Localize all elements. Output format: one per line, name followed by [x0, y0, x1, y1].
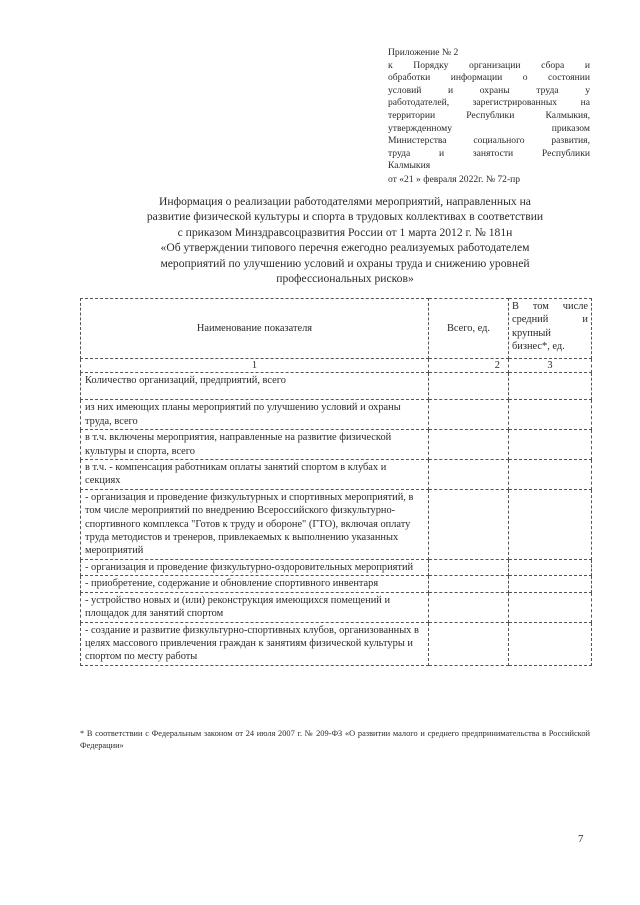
business-cell [509, 430, 592, 460]
indicator-label: - устройство новых и (или) реконструкция имеющихся помещений и площадок для занятий спортом [81, 592, 429, 622]
appendix-line: Министерства социального развития, [388, 135, 590, 147]
table-row [81, 622, 592, 665]
heading-line: Информация о реализации работодателями мероприятий, направленных на [159, 195, 531, 208]
indicator-label: из них имеющих планы мероприятий по улучшению условий и охраны труда, всего [81, 400, 429, 430]
total-cell [429, 430, 509, 460]
appendix-line: Калмыкия [388, 160, 431, 172]
table-row [81, 430, 592, 460]
table-row [81, 400, 592, 430]
indicator-label: в т.ч. включены мероприятия, направленные на развитие физической культуры и спорта, всего [81, 430, 429, 460]
business-cell [509, 489, 592, 559]
indicator-label: Количество организаций, предприятий, всего [81, 373, 429, 400]
page-number: 7 [578, 833, 584, 845]
total-cell [429, 400, 509, 430]
total-cell [429, 592, 509, 622]
total-cell [429, 559, 509, 575]
column-number: 1 [81, 359, 429, 373]
business-cell [509, 559, 592, 575]
appendix-line: к Порядку организации сбора и [388, 59, 590, 71]
business-cell [509, 460, 592, 490]
indicator-label: - приобретение, содержание и обновление спортивного инвентаря [81, 576, 429, 592]
indicator-label: - организация и проведение физкультурных и спортивных мероприятий, в том числе мероприятий по внедрению Всероссийского физкультурно-спортивного комплекса "Готов к труду и обороне" (ГТО), включая оплату труда методистов и тренеров, привлекаемых к выполнению указанных мероприятий [81, 489, 429, 559]
header-medium-large-business: В том числе средний и крупный бизнес*, ед. [509, 299, 592, 359]
appendix-reference [388, 47, 590, 187]
table-row [81, 576, 592, 592]
business-cell [509, 592, 592, 622]
indicators-table [80, 298, 592, 666]
total-cell [429, 460, 509, 490]
header-total: Всего, ед. [429, 299, 509, 359]
appendix-line: обработки информации о состоянии [388, 72, 590, 84]
header-indicator-name: Наименование показателя [81, 299, 429, 359]
indicator-label: - создание и развитие физкультурно-спортивных клубов, организованных в целях массового привлечения граждан к занятиям физической культуры и спортом по месту работы [81, 622, 429, 665]
appendix-order-date: от «21 » февраля 2022г. № 72-пр [388, 173, 521, 185]
indicator-label: - организация и проведение физкультурно-оздоровительных мероприятий [81, 559, 429, 575]
table-row [81, 592, 592, 622]
indicator-label: в т.ч. - компенсация работникам оплаты занятий спортом в клубах и секциях [81, 460, 429, 490]
table-row [81, 489, 592, 559]
total-cell [429, 373, 509, 400]
business-cell [509, 400, 592, 430]
appendix-line: утвержденному приказом [388, 122, 590, 134]
heading-line: мероприятий по улучшению условий и охраны труда и снижению уровней [160, 256, 530, 270]
appendix-line: труда и занятости Республики [388, 147, 590, 159]
heading-line: профессиональных рисков» [276, 272, 414, 286]
table-row [81, 373, 592, 400]
total-cell [429, 622, 509, 665]
document-heading [110, 194, 580, 286]
total-cell [429, 576, 509, 592]
appendix-line: работодателей, зарегистрированных на [388, 97, 590, 109]
appendix-title: Приложение № 2 [388, 47, 459, 58]
table-row [81, 559, 592, 575]
column-number: 2 [429, 359, 509, 373]
business-cell [509, 373, 592, 400]
business-cell [509, 576, 592, 592]
appendix-line: территории Республики Калмыкия, [388, 109, 590, 121]
footnote: * В соответствии с Федеральным законом от 24 июля 2007 г. № 209-ФЗ «О развитии малого и среднего предпринимательства в Российской Федерации» [80, 729, 590, 750]
column-number-row [81, 359, 592, 373]
heading-line: развитие физической культуры и спорта в трудовых коллективах в соответствии [146, 210, 544, 224]
business-cell [509, 622, 592, 665]
table-header-row [81, 299, 592, 359]
table-row [81, 460, 592, 490]
heading-line: «Об утверждении типового перечня ежегодно реализуемых работодателем [160, 241, 530, 255]
heading-line: с приказом Минздравсоцразвития России от 1 марта 2012 г. № 181н [177, 225, 513, 239]
total-cell [429, 489, 509, 559]
appendix-line: условий и охраны труда у [388, 84, 590, 96]
column-number: 3 [509, 359, 592, 373]
